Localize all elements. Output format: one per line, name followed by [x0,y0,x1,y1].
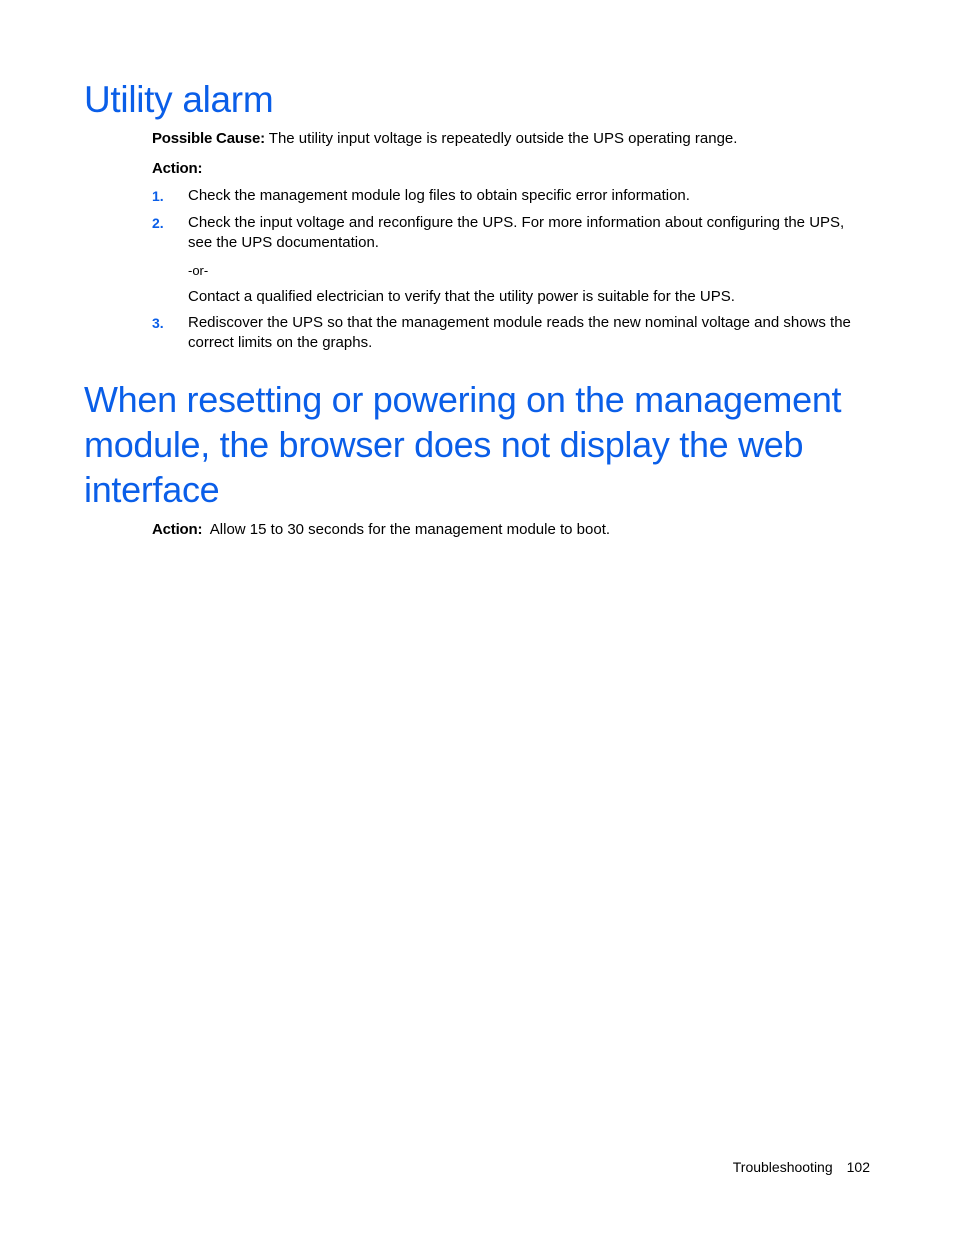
step-2-text: Check the input voltage and reconfigure the UPS. For more information about configuring the UPS, see the UPS documentation. [188,214,845,251]
alternative-action-text: Contact a qualified electrician to verify that the utility power is suitable for the UPS. [188,288,735,305]
possible-cause-label: Possible Cause: [152,130,265,147]
step-1-number: 1. [152,188,164,204]
step-1-text: Check the management module log files to obtain specific error information. [188,187,690,204]
footer-section-name: Troubleshooting [732,1159,833,1175]
page-number: 102 [846,1159,870,1175]
section2-action-paragraph [152,520,610,540]
possible-cause-paragraph [152,129,737,149]
action-label: Action: [152,160,203,177]
step-3-number: 3. [152,315,164,331]
possible-cause-text: The utility input voltage is repeatedly outside the UPS operating range. [268,130,738,147]
section-title-utility-alarm: Utility alarm [84,79,274,120]
section2-action-label: Action: [152,521,203,538]
step-3-text: Rediscover the UPS so that the management module reads the new nominal voltage and shows the correct limits on the graphs. [188,314,851,351]
section-title-reset-browser: When resetting or powering on the management module, the browser does not display the web interface [84,379,842,510]
or-separator: -or- [188,263,209,278]
action-heading [152,159,202,179]
page-footer [733,1158,870,1176]
section2-action-text: Allow 15 to 30 seconds for the management module to boot. [209,521,611,538]
step-2-number: 2. [152,215,164,231]
